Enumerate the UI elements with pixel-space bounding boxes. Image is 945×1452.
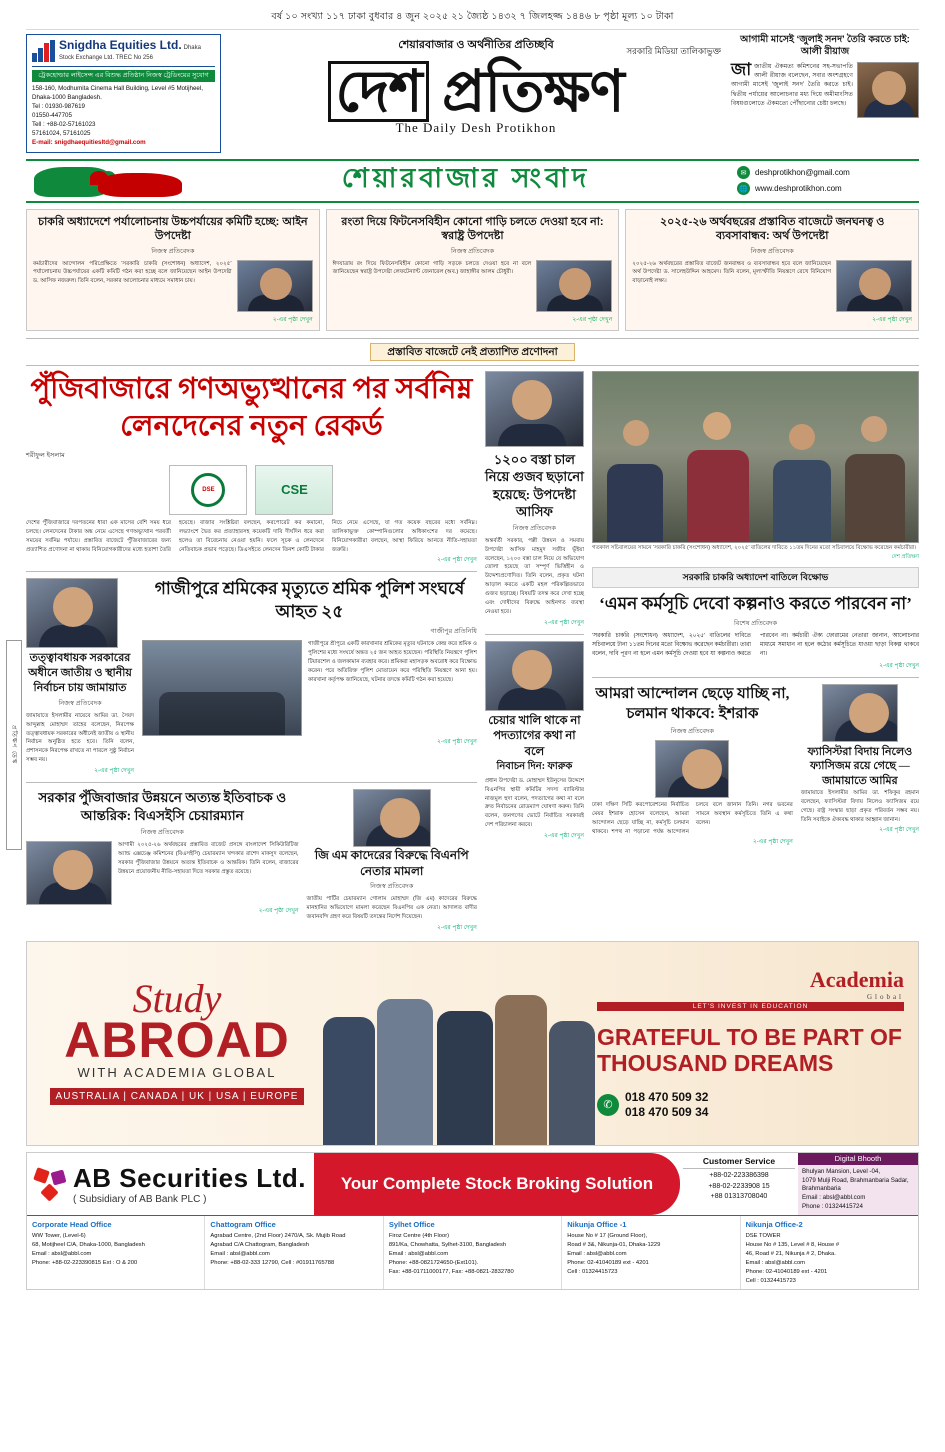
email-row[interactable] (737, 166, 919, 179)
masthead (26, 34, 919, 153)
chair-headline: চেয়ার খালি থাকে না পদত্যাগের কথা না বলে (488, 714, 581, 758)
masthead-center (229, 34, 723, 136)
ad-left (27, 976, 317, 1105)
rice-more-link[interactable]: ২-এর পৃষ্ঠা দেখুন (544, 619, 584, 626)
bull-bear-logo (26, 161, 201, 201)
ishraque-story (592, 684, 793, 848)
ab-digital-booth (798, 1153, 918, 1215)
ab-slogan: Your Complete Stock Broking Solution (314, 1153, 680, 1215)
fascist-more-link[interactable]: ২-এর পৃষ্ঠা দেখুন (879, 827, 919, 834)
paper-title-right: প্রতিক্ষণ (442, 59, 624, 124)
paper-title-english: The Daily Desh Protikhon (395, 120, 557, 136)
protest-more-link[interactable]: ২-এর পৃষ্ঠা দেখুন (879, 662, 919, 669)
teaser-byline: নিজস্ব প্রতিবেদক (151, 247, 195, 255)
teaser-headline: রংতা দিয়ে ফিটনেসবিহীন কোনো গাড়ি চলতে দেওয়া হবে না: স্বরাষ্ট্র উপদেষ্টা (341, 215, 604, 243)
teaser-more-link[interactable]: ২-এর পৃষ্ঠা দেখুন (872, 316, 913, 323)
lead-more-link[interactable]: ২-এর পৃষ্ঠা দেখুন (436, 557, 477, 564)
office-name: Corporate Head Office (32, 1219, 112, 1229)
web-row[interactable] (737, 182, 919, 195)
ab-offices-row (27, 1215, 918, 1290)
teaser-card[interactable] (26, 209, 320, 331)
fascist-story (801, 684, 919, 848)
office-line: Email : absl@abbl.com (745, 1260, 805, 1267)
gmquader-portrait (353, 789, 431, 847)
ab-name-block (73, 1153, 306, 1215)
jamaat-more-link[interactable]: ২-এর পৃষ্ঠা দেখুন (94, 767, 134, 774)
protest-badge: সরকারি চাকরি অধ্যাদেশ বাতিলে বিক্ষোভ (592, 567, 919, 588)
paper-tagline: শেয়ারবাজার ও অর্থনীতির প্রতিচ্ছবি (398, 39, 554, 51)
divider (592, 677, 919, 678)
office-line: DSE TOWER (745, 1233, 781, 1240)
office-block (205, 1216, 383, 1290)
sponsor-tel: Tel : 01930-987619 (32, 103, 85, 110)
office-line: Phone: +88-0821724650-(Ext101). (388, 1260, 479, 1267)
office-block (562, 1216, 740, 1290)
office-name: Nikunja Office -1 (567, 1219, 627, 1229)
sponsor-email[interactable]: E-mail: snigdhaequitiesltd@gmail.com (32, 138, 146, 146)
office-line: Agrabad Centre, (2nd Floor) 2470/A, Sk. Mujib Road (210, 1233, 346, 1240)
protest-body: ‘সরকারি চাকরি (সংশোধন) অধ্যাদেশ, ২০২৫’ বাতিলের দাবিতে সচিবালয়ে টানা ১১তম দিনের মতো বিক্ষোভ করেছেন কর্মচারীরা। তারা বলেন, দাবি পূরণ না হলে এমন কর্মসূচি দেওয়া হবে যা কল্পনাও করতে পারবেন না। কর্মচারী ঐক্য ফোরামের নেতারা জানান, আলোচনার মাধ্যমে সমাধান না হলে কঠোর কর্মসূচিতে যাওয়া ছাড়া বিকল্প থাকবে না। (591, 632, 919, 658)
office-line: Cell : 01324415723 (567, 1269, 618, 1276)
portrait-photo (857, 62, 919, 118)
gmquader-byline: নিজস্ব প্রতিবেদক (370, 883, 414, 891)
teaser-photo (836, 260, 912, 312)
teaser-card[interactable] (625, 209, 919, 331)
masthead-right-text: জাতীয় ঐকমত্য কমিশনের সহ-সভাপতি আলী রীয়াজ বলেছেন, সবার অংশগ্রহণে আগামী মাসেই ‘জুলাই সনদ’ তৈরি করতে চাই। দ্বিতীয় পর্যায়ের আলোচনার মধ্য দিয়ে অমীমাংসিত বিষয়গুলোতে ঐকমত্যে পৌঁছানোর চেষ্টা চলছে। (731, 62, 853, 107)
gmquader-headline: জি এম কাদেরের বিরুদ্ধে বিএনপি নেতার মামলা (314, 847, 469, 878)
exchange-logos (26, 465, 477, 515)
teaser-headline: ২০২৫-২৬ অর্থবছরের প্রস্তাবিত বাজেটে জনঘনত্ব ও ব্যবসাবান্ধব: অর্থ উপদেষ্টা (660, 215, 885, 243)
office-line: 46, Road # 21, Nikunja # 2, Dhaka. (745, 1251, 836, 1258)
lead-byline: শরীফুল ইসলাম (26, 451, 65, 459)
fascist-headline: ফ্যাসিস্টরা বিদায় নিলেও ফ্যাসিজম রয়ে গেছে — জামায়াতে আমির (807, 745, 913, 788)
cs-line-1: +88-02-223386398 (709, 1172, 769, 1180)
fascist-portrait (822, 684, 898, 742)
side-strip: প্রতিক্ষণ ডেস্ক (6, 640, 22, 850)
db-line-4: Email : absl@abbl.com (802, 1194, 866, 1202)
bsec-byline: নিজস্ব প্রতিবেদক (140, 829, 184, 837)
cs-title: Customer Service (702, 1155, 776, 1166)
fascist-body: জামায়াতে ইসলামীর আমির ডা. শফিকুর রহমান বলেছেন, ফ্যাসিস্টরা বিদায় নিলেও ফ্যাসিজম রয়ে গেছে। রাষ্ট্র সংস্কার ছাড়া প্রকৃত পরিবর্তন সম্ভব নয়। তিনি সবাইকে ঐক্যবদ্ধ থাকার আহ্বান জানান। (800, 790, 919, 823)
ad-students-photo (317, 942, 597, 1145)
chair-subhead: নিবাচন দিন: ফারুক (496, 761, 573, 773)
office-line: Phone: +88-02-333 12790, Cell : #01911765788 (210, 1260, 335, 1267)
drop-cap: জা (731, 59, 752, 79)
protest-byline: বিশেষ প্রতিবেদক (733, 619, 778, 627)
academia-name: Academia (809, 966, 904, 992)
ab-mark-icon (35, 1169, 65, 1199)
ishraque-byline: নিজস্ব প্রতিবেদক (670, 728, 714, 736)
teaser-headline: চাকরি অধ্যাদেশে পর্যালোচনায় উচ্চপর্যায়ের কমিটি হচ্ছে: আইন উপদেষ্টা (38, 215, 308, 243)
office-line: 891/Ka, Chowhatta, Sylhet-3100, Bangladesh (388, 1242, 507, 1249)
contact-email: deshprotikhon@gmail.com (755, 168, 850, 178)
office-line: Fax: +88-01711000177, Fax: +88-0821-2832780 (388, 1269, 514, 1276)
office-line: Agrabad C/A Chattogram, Bangladesh (210, 1242, 310, 1249)
study-abroad-ad[interactable] (26, 941, 919, 1146)
jamaat-byline: নিজস্ব প্রতিবেদক (58, 700, 102, 708)
cs-line-3: +88 01313708040 (710, 1193, 768, 1201)
db-title: Digital Bhooth (798, 1153, 918, 1166)
paper-title (229, 61, 723, 122)
teaser-more-link[interactable]: ২-এর পৃষ্ঠা দেখুন (572, 316, 613, 323)
jamaat-body: জামায়াতে ইসলামীর নায়েবে আমির ডা. সৈয়দ আব্দুল্লাহ মোহাম্মদ তাহের বলেছেন, নিরপেক্ষ তত্ত্বাবধায়ক সরকারের অধীনেই জাতীয় ও স্থানীয় নির্বাচন অনুষ্ঠিত হতে হবে। তিনি বলেন, প্রশাসনকে নিরপেক্ষ রাখতে না পারলে সুষ্ঠু নির্বাচন সম্ভব নয়। (26, 713, 134, 763)
office-line: Phone: +88-02-223390815 Ext : O & 200 (32, 1260, 138, 1267)
gazipur-body: গাজীপুরে শ্রীপুরে একটি কারখানার শ্রমিকের মৃত্যুর ঘটনাকে কেন্দ্র করে শ্রমিক ও পুলিশের মধ্যে সংঘর্ষে অন্তত ২৫ জন আহত হয়েছেন। পরিস্থিতি নিয়ন্ত্রণে পুলিশ টিয়ারশেল ও জলকামান ব্যবহার করে। শ্রমিকরা মহাসড়ক অবরোধ করে বিক্ষোভ করেন। পরে অতিরিক্ত পুলিশ মোতায়েন করে পরিস্থিতি নিয়ন্ত্রণে আনা হয়। কারখানা কর্তৃপক্ষ জানিয়েছে, ঘটনার তদন্তে কমিটি গঠন করা হয়েছে। (308, 641, 477, 683)
ad-abroad-word: ABROAD (64, 1012, 290, 1069)
sponsor-name: Snigdha Equities Ltd. (59, 38, 182, 52)
chair-more-link[interactable]: ২-এর পৃষ্ঠা দেখুন (544, 832, 584, 839)
jamaat-portrait (26, 578, 118, 648)
ab-company-name: AB Securities Ltd. (73, 1162, 306, 1193)
divider (26, 571, 477, 572)
office-line: Email : absl@abbl.com (210, 1251, 270, 1258)
teaser-photo (536, 260, 612, 312)
rice-headline: ১২০০ বস্তা চাল নিয়ে গুজব ছড়ানো হয়েছে: উপদেষ্টা আসিফ (484, 451, 584, 520)
sponsor-box (26, 34, 221, 153)
rice-body: অন্তর্বর্তী সরকার, পল্লী উন্নয়ন ও সমবায় উপদেষ্টা আসিফ মাহমুদ সজীব ভূঁইয়া বলেছেন, ১২০০ বস্তা চাল নিয়ে যে অভিযোগ তোলা হয়েছে তা সম্পূর্ণ ভিত্তিহীন ও উদ্দেশ্যপ্রণোদিত। তিনি বলেন, প্রকৃত ঘটনা আড়াল করতে একটি মহল পরিকল্পিতভাবে গুজব ছড়াচ্ছে। বিষয়টি তদন্ত করে দেখা হচ্ছে এবং দোষীদের বিরুদ্ধে আইনগত ব্যবস্থা নেওয়া হবে। (484, 537, 584, 615)
academia-sub: Global (866, 992, 904, 1001)
db-line-2: 1079 Mulji Road, Brahmanbaria Sadar, (802, 1176, 909, 1184)
ad-phone-2: 018 470 509 34 (625, 1104, 709, 1119)
contact-web: www.deshprotikhon.com (755, 184, 842, 194)
teaser-text: ঈদযাত্রায় রং দিয়ে ফিটনেসবিহীন কোনো গাড়ি সড়কে চলতে দেওয়া হবে না বলে জানিয়েছেন স্বরাষ্ট্র উপদেষ্টা লেফটেন্যান্ট জেনারেল (অব.) জাহাঙ্গীর আলম চৌধুরী। (332, 260, 532, 276)
office-line: Phone: 02-41040189 ext - 4201 (567, 1260, 649, 1267)
middle-column (485, 371, 584, 933)
ad-right (597, 967, 918, 1119)
paper-title-left: দেশ (328, 61, 428, 122)
share-market-banner (26, 159, 919, 203)
office-name: Sylhet Office (388, 1219, 435, 1229)
phone-icon: ✆ (597, 1094, 619, 1116)
teaser-byline: নিজস্ব প্রতিবেদক (450, 247, 495, 255)
protest-headline: ‘এমন কর্মসূচি দেবো কল্পনাও করতে পারবেন না’ (599, 593, 912, 613)
office-line: Phone: 02-41040189 ext - 4201 (745, 1269, 828, 1276)
teaser-text: কর্মচারীদের আন্দোলন পরিপ্রেক্ষিতে ‘সরকারি চাকরি (সংশোধন) অধ্যাদেশ, ২০২৫’ পর্যালোচনায় উচ্চপর্যায়ের একটি কমিটি গঠন করা হচ্ছে বলে জানিয়েছেন আইন উপদেষ্টা ড. আসিফ নজরুল। তিনি বলেন, সরকার আলোচনার মাধ্যমে সমাধান চায়। (33, 260, 232, 284)
office-line: Road # 3&, Nikunja-01, Dhaka-1229 (567, 1242, 661, 1249)
chair-body: প্রধান উপদেষ্টা ড. মোহাম্মদ ইউনূসের উদ্দেশে বিএনপির স্থায়ী কমিটির সদস্য ব্যারিস্টার নাজমুল হুদা বলেন, পদত্যাগের কথা না বলে দ্রুত নির্বাচনের রোডম্যাপ ঘোষণা করুন। তিনি বলেন, জনগণের ভোটে নির্বাচিত সরকারই দেশ পরিচালনা করবে। (484, 777, 584, 828)
date-bar: বর্ষ ১০ সংখ্যা ১১৭ ঢাকা বুধবার ৪ জুন ২০২৫ ২১ জ্যৈষ্ঠ ১৪৩২ ৭ জিলহজ্জ ১৪৪৬ ৮ পৃষ্ঠা মূল্য ১০ টাকা (26, 8, 919, 30)
bar-chart-icon (32, 40, 54, 62)
lead-kicker-strip (26, 338, 919, 366)
ishraque-more-link[interactable]: ২-এর পৃষ্ঠা দেখুন (752, 839, 793, 846)
ishraque-headline: আমরা আন্দোলন ছেড়ে যাচ্ছি না, চলমান থাকবে: ইশরাক (595, 685, 790, 722)
gazipur-headline: গাজীপুরে শ্রমিকের মৃত্যুতে শ্রমিক পুলিশ সংঘর্ষে আহত ২৫ (154, 579, 465, 622)
office-block (741, 1216, 918, 1290)
gmquader-story (307, 789, 477, 933)
ad-phone-block[interactable] (597, 1090, 904, 1119)
bsec-headline: সরকার পুঁজিবাজার উন্নয়নে অত্যন্ত ইতিবাচক ও আন্তরিক: বিএসইসি চেয়ারম্যান (38, 789, 287, 824)
office-block (384, 1216, 562, 1290)
main-grid (26, 371, 919, 933)
gmquader-body: জাতীয় পার্টির চেয়ারম্যান গোলাম মোহাম্মদ (জি এম) কাদেরের বিরুদ্ধে মানহানির অভিযোগে মামলা করেছেন বিএনপির এক নেতা। আদালত বাদীর জবানবন্দি গ্রহণ করে বিষয়টি তদন্তের নির্দেশ দিয়েছেন। (306, 896, 477, 920)
office-line: Firoz Centre (4th Floor) (388, 1233, 450, 1240)
gazipur-story (142, 578, 477, 775)
office-line: Email : absl@abbl.com (388, 1251, 449, 1258)
globe-icon: 🌐 (737, 182, 750, 195)
ab-customer-service (680, 1153, 798, 1215)
office-line: Cell : 01324415723 (745, 1278, 796, 1285)
rice-byline: নিজস্ব প্রতিবেদক (512, 524, 556, 532)
sponsor-phone2: 57161024, 57161025 (32, 129, 91, 137)
ishraque-body: ঢাকা দক্ষিণ সিটি করপোরেশনের নির্বাচিত মেয়র ইশরাক হোসেন বলেছেন, আমরা আন্দোলন ছেড়ে যাচ্ছি না, কর্মসূচি চলমান থাকবে। শপথ না পড়ানো পর্যন্ত আন্দোলন চলবে বলে জানান তিনি। নগর ভবনের সামনে অবস্থান কর্মসূচিতে তিনি এ কথা বলেন। (591, 802, 793, 835)
lead-body: দেশের পুঁজিবাজারে দরপতনের ধারা এক মাসের বেশি সময় ধরে চলছে। লেনদেনের টাকার অঙ্ক নেমে এসেছে গণঅভ্যুত্থান পরবর্তী সময়ের সর্বনিম্ন পর্যায়ে। প্রস্তাবিত বাজেটে পুঁজিবাজারের জন্য প্রত্যাশিত প্রণোদনা না থাকায় বিনিয়োগকারীদের মধ্যে হতাশা তৈরি হয়েছে। বাজার সংশ্লিষ্টরা বলছেন, করপোরেট কর কমানো, লভ্যাংশে দ্বৈত কর প্রত্যাহারসহ কয়েকটি দাবি দীর্ঘদিন ধরে করা হলেও তা বিবেচনায় নেওয়া হয়নি। ফলে সূচক ও লেনদেনে নেতিবাচক প্রভাব পড়েছে। ডিএসইতে লেনদেন তিনশ কোটি টাকার নিচে নেমে এসেছে, যা গত কয়েক বছরের মধ্যে সর্বনিম্ন। তালিকাভুক্ত কোম্পানিগুলোর অধিকাংশের দর কমেছে। বিনিয়োগকারীরা বলছেন, আস্থা ফিরিয়ে আনতে নীতি-সহায়তা জরুরি। (26, 519, 477, 553)
lead-headline: পুঁজিবাজারে গণঅভ্যুত্থানের পর সর্বনিম্ন লেনদেনের নতুন রেকর্ড (30, 372, 473, 442)
jamaat-story (26, 578, 134, 775)
bear-icon (98, 173, 182, 197)
jamaat-headline: তত্ত্বাবধায়ক সরকারের অধীনে জাতীয় ও স্থানীয় নির্বাচন চায় জামায়াত (28, 652, 132, 695)
office-name: Chattogram Office (210, 1219, 276, 1229)
office-line: House No # 17 (Ground Floor), (567, 1233, 648, 1240)
ishraque-portrait (655, 740, 729, 798)
bsec-portrait (26, 841, 112, 905)
gmquader-more-link[interactable]: ২-এর পৃষ্ঠা দেখুন (436, 924, 477, 931)
sponsor-tel2: 01550-447705 (32, 111, 72, 119)
office-block (27, 1216, 205, 1290)
ad-phone-1: 018 470 509 32 (625, 1090, 709, 1105)
cse-logo: CSE (255, 465, 333, 515)
gazipur-photo (142, 640, 302, 736)
banner-title: শেয়ারবাজার সংবাদ (341, 163, 591, 194)
teaser-photo (237, 260, 313, 312)
ab-company-sub: ( Subsidiary of AB Bank PLC ) (73, 1193, 207, 1205)
mail-icon: ✉ (737, 166, 750, 179)
db-line-5: Phone : 01324415724 (802, 1202, 863, 1210)
paper-govt-tag: সরকারি মিডিয়া তালিকাভুক্ত (626, 46, 721, 56)
ab-logo (27, 1153, 73, 1215)
gazipur-byline: গাজীপুর প্রতিনিধি (430, 628, 477, 636)
ab-securities-ad[interactable] (26, 1152, 919, 1291)
chair-portrait (485, 641, 584, 711)
academia-logo (597, 967, 904, 1001)
sponsor-address: 158-160, Modhumita Cinema Hall Building, Level #5 Motijheel, Dhaka-1000 Bangladesh. (32, 85, 203, 102)
ab-top-row (27, 1153, 918, 1215)
office-line: WW Tower, (Level-6) (32, 1233, 86, 1240)
bsec-body: আগামী ২০২৫-২৬ অর্থবছরের প্রস্তাবিত বাজেট প্রসঙ্গে বাংলাদেশ সিকিউরিটিজ অ্যান্ড এক্সচেঞ্জ কমিশনের (বিএসইসি) চেয়ারম্যান খন্দকার রাশেদ মাকসুদ বলেছেন, সরকার পুঁজিবাজার উন্নয়নে অত্যন্ত ইতিবাচক ও আন্তরিক। তিনি বলেন, বাজারের উন্নয়নে প্রয়োজনীয় নীতি-সহায়তা দিতে সরকার প্রস্তুত রয়েছে। (118, 842, 299, 875)
db-line-3: Brahmanbaria (802, 1185, 841, 1193)
teaser-row (26, 209, 919, 331)
masthead-right-story (731, 34, 919, 118)
sponsor-phone: Tell : +88-02-57161023 (32, 120, 96, 128)
ad-countries: AUSTRALIA | CANADA | UK | USA | EUROPE (50, 1088, 305, 1105)
protest-photo (592, 371, 919, 543)
academia-slogan: LET'S INVEST IN EDUCATION (597, 1002, 904, 1011)
sponsor-subtitle: Dhaka Stock Exchange Ltd. TREC No 256 (59, 45, 201, 61)
divider (26, 782, 477, 783)
masthead-right-headline: আগামী মাসেই ‘জুলাই সনদ’ তৈরি করতে চাই: আলী রীয়াজ (740, 34, 910, 58)
office-line: Email : absl@abbl.com (567, 1251, 627, 1258)
divider (485, 634, 584, 635)
dse-logo: DSE (169, 465, 247, 515)
main-photo-caption: গতকাল সচিবালয়ের সামনে ‘সরকারি চাকরি (সংশোধন) অধ্যাদেশ, ২০২৫’ বাতিলের দাবিতে ১১তম দিনের মতো সচিবালয়ে বিক্ষোভ করেছেন কর্মচারীরা। (591, 544, 917, 551)
ad-study-word: Study (132, 976, 222, 1022)
office-line: 68, Motijheel C/A, Dhaka-1000, Bangladesh (32, 1242, 145, 1249)
lead-kicker: প্রস্তাবিত বাজেটে নেই প্রত্যাশিত প্রণোদনা (370, 343, 574, 361)
office-line: Email : absl@abbl.com (32, 1251, 92, 1258)
contact-block (731, 163, 919, 198)
bsec-story (26, 789, 299, 933)
teaser-text: ২০২৫-২৬ অর্থবছরের প্রস্তাবিত বাজেট জনবান্ধব ও ব্যবসাবান্ধব হবে বলে জানিয়েছেন অর্থ উপদেষ্টা ড. সালেহউদ্দিন আহমেদ। তিনি বলেন, মূল্যস্ফীতি নিয়ন্ত্রণে রেখে বিনিয়োগ বাড়ানোই লক্ষ্য। (632, 260, 832, 284)
teaser-more-link[interactable]: ২-এর পৃষ্ঠা দেখুন (272, 316, 313, 323)
right-column (592, 371, 919, 933)
teaser-card[interactable] (326, 209, 620, 331)
office-name: Nikunja Office-2 (745, 1219, 803, 1229)
bsec-more-link[interactable]: ২-এর পৃষ্ঠা দেখুন (258, 908, 299, 915)
ad-with-line: WITH ACADEMIA GLOBAL (77, 1064, 277, 1080)
sponsor-green-line: ট্রেকহোল্ডার লাইসেন্স এর বিশুদ্ধ প্রতিষ্ঠান নিজস্ব ট্রেডিংয়ের সুযোগ (32, 70, 215, 82)
rice-portrait (485, 371, 584, 447)
left-column (26, 371, 477, 933)
db-line-1: Bhulyan Mansion, Level -04, (802, 1168, 881, 1176)
ad-grateful-text: GRATEFUL TO BE PART OF THOUSAND DREAMS (597, 1023, 902, 1076)
office-line: House No # 135, Level # 8, House # (745, 1242, 840, 1249)
teaser-byline: নিজস্ব প্রতিবেদক (750, 247, 794, 255)
cs-line-2: +88-02-2233908 15 (708, 1182, 770, 1190)
gazipur-more-link[interactable]: ২-এর পৃষ্ঠা দেখুন (436, 739, 477, 746)
main-photo-credit: দেশ প্রতিক্ষণ (891, 554, 919, 561)
sponsor-title-row (32, 39, 215, 67)
